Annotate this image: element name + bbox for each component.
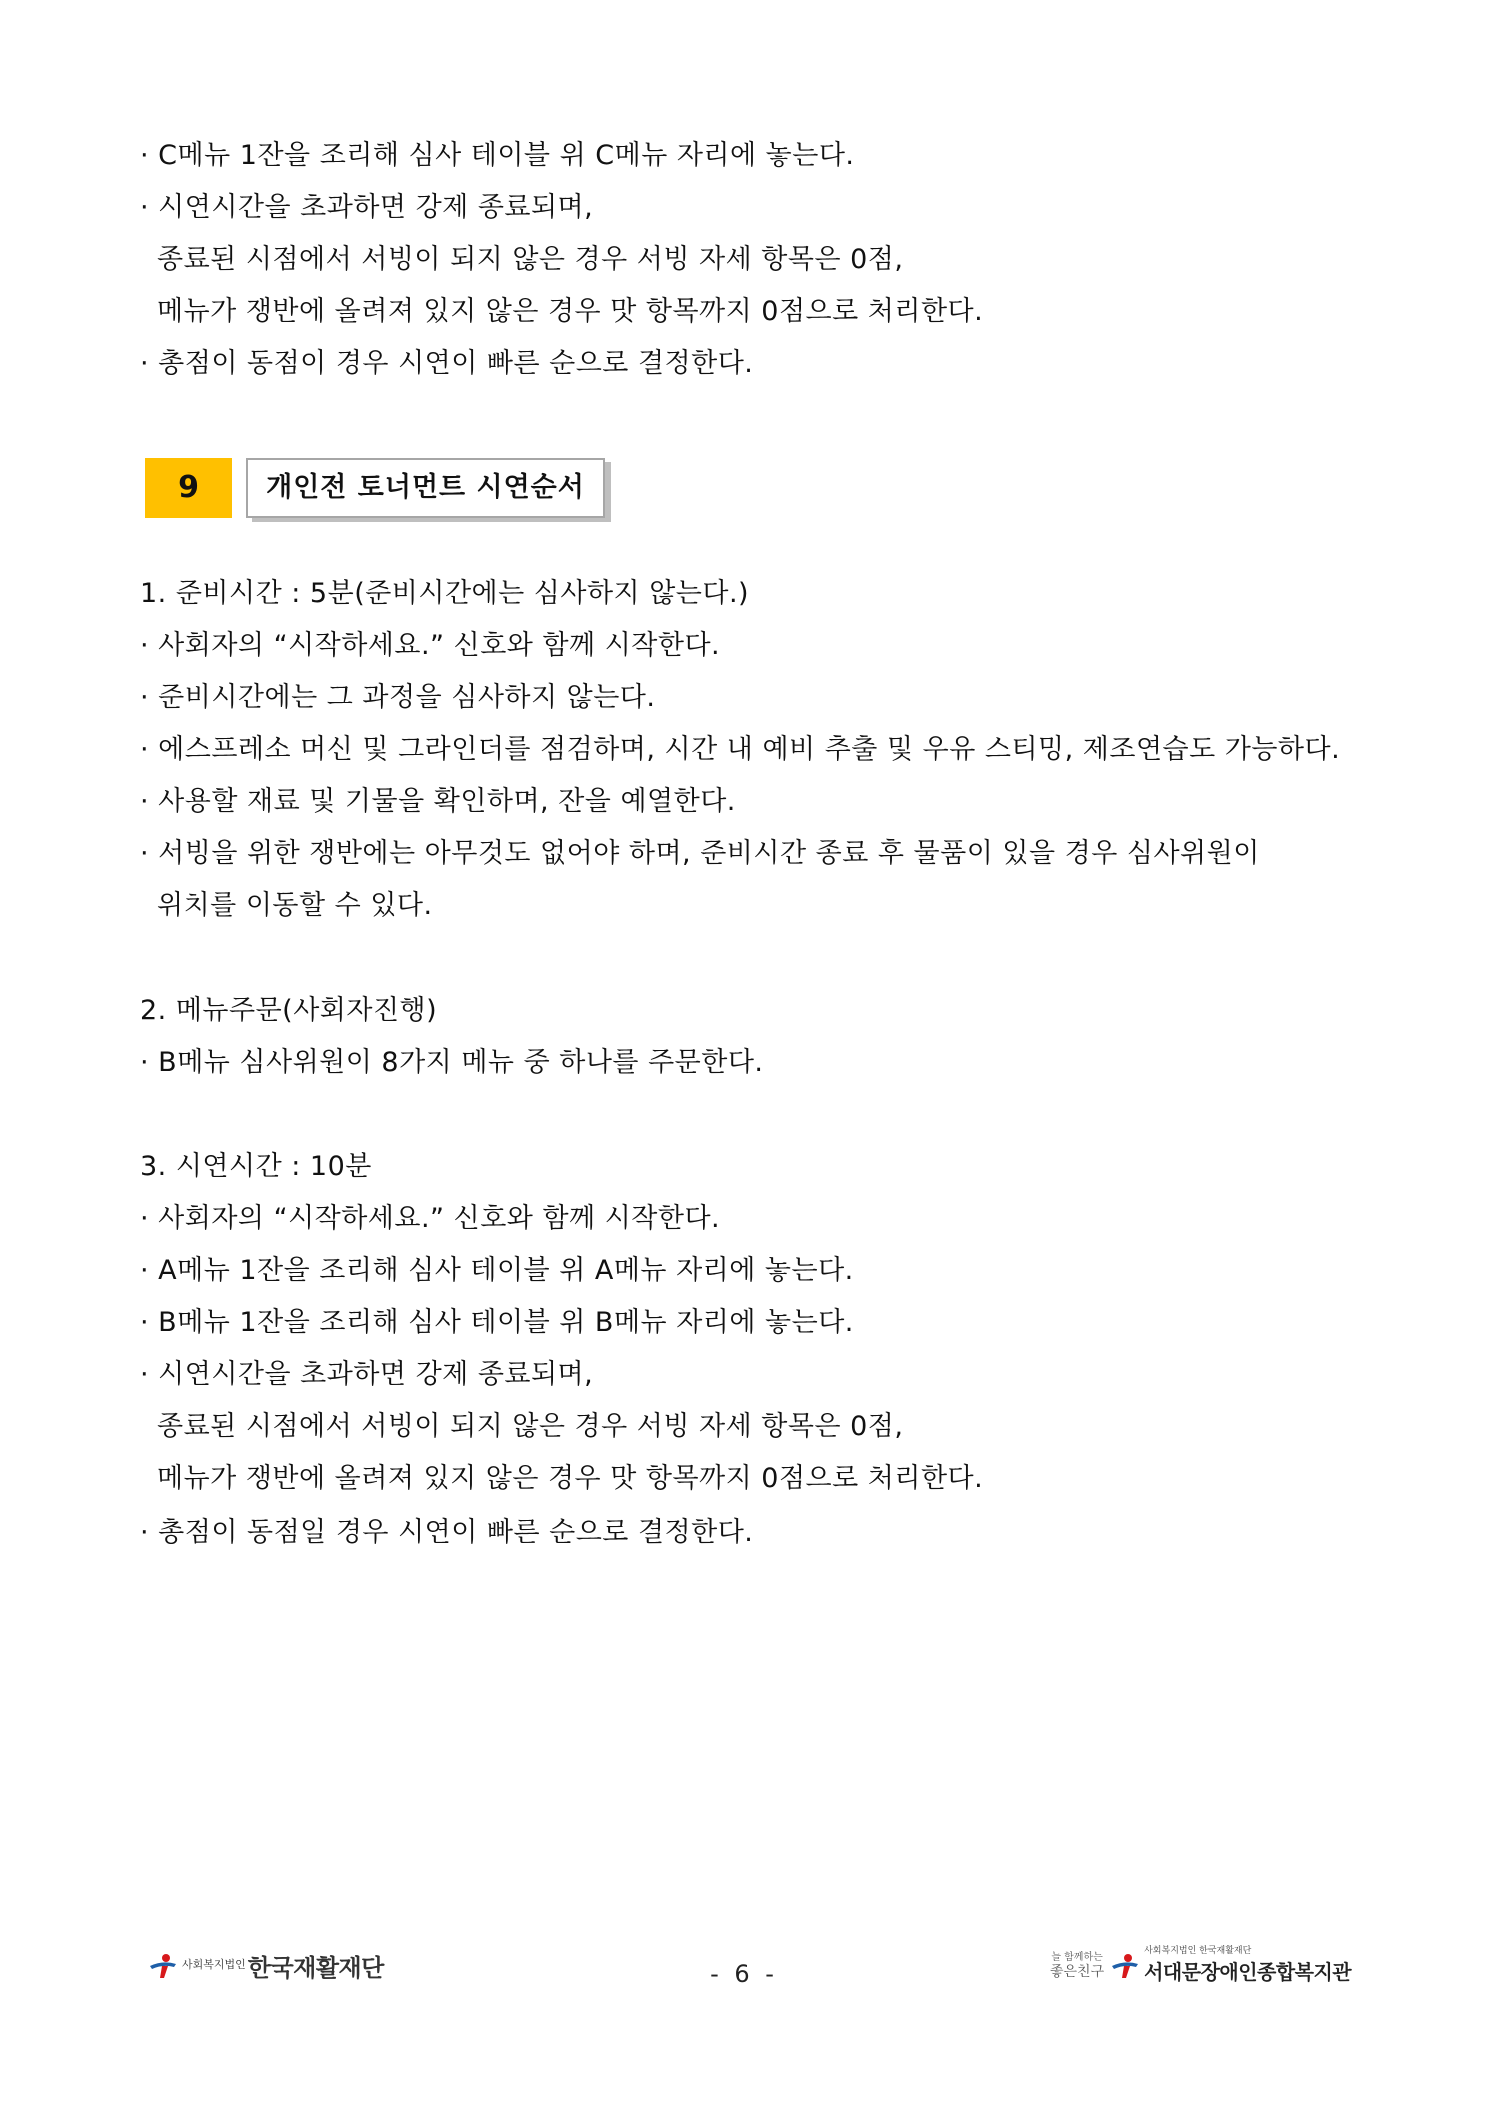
text-line: · 사회자의 “시작하세요.” 신호와 함께 시작한다. [140, 1203, 721, 1234]
part2-heading: 2. 메뉴주문(사회자진행) [140, 995, 438, 1026]
page-number: - 6 - [710, 1960, 778, 1988]
text-line: 종료된 시점에서 서빙이 되지 않은 경우 서빙 자세 항목은 0점, [157, 244, 904, 275]
slogan-bottom: 좋은친구 [1050, 1964, 1105, 1980]
text-line: 메뉴가 쟁반에 올려져 있지 않은 경우 맛 항목까지 0점으로 처리한다. [157, 1463, 984, 1494]
text-line: 종료된 시점에서 서빙이 되지 않은 경우 서빙 자세 항목은 0점, [157, 1411, 904, 1442]
part1-heading: 1. 준비시간 : 5분(준비시간에는 심사하지 않는다.) [140, 578, 750, 609]
footer-left-small-text: 사회복지법인 [182, 1958, 246, 1971]
footer-right-text [1144, 1946, 1351, 1985]
part3-heading: 3. 시연시간 : 10분 [140, 1151, 372, 1182]
text-line: · A메뉴 1잔을 조리해 심사 테이블 위 A메뉴 자리에 놓는다. [140, 1255, 854, 1286]
footer-right-slogan [1050, 1951, 1104, 1979]
footer-right-logo [1050, 1945, 1351, 1985]
text-line: · 서빙을 위한 쟁반에는 아무것도 없어야 하며, 준비시간 종료 후 물품이 있을 경우 심사위원이 [140, 838, 1260, 869]
text-line: · 에스프레소 머신 및 그라인더를 점검하며, 시간 내 예비 추출 및 우유 스티밍, 제조연습도 가능하다. [140, 734, 1341, 765]
text-line: · 사회자의 “시작하세요.” 신호와 함께 시작한다. [140, 630, 721, 661]
text-line: · 사용할 재료 및 기물을 확인하며, 잔을 예열한다. [140, 786, 736, 817]
text-line: · 총점이 동점이 경우 시연이 빠른 순으로 결정한다. [140, 348, 754, 379]
text-line: · 총점이 동점일 경우 시연이 빠른 순으로 결정한다. [140, 1517, 754, 1548]
section-title: 개인전 토너먼트 시연순서 [246, 458, 605, 518]
text-line: 위치를 이동할 수 있다. [157, 890, 433, 921]
footer-right-org-name: 서대문장애인종합복지관 [1144, 1959, 1352, 1984]
welfare-center-logo-icon [1110, 1950, 1140, 1980]
footer-right-small-text: 사회복지법인 한국재활재단 [1144, 1945, 1252, 1956]
text-line: · B메뉴 심사위원이 8가지 메뉴 중 하나를 주문한다. [140, 1047, 764, 1078]
text-line: · B메뉴 1잔을 조리해 심사 테이블 위 B메뉴 자리에 놓는다. [140, 1307, 854, 1338]
text-line: · C메뉴 1잔을 조리해 심사 테이블 위 C메뉴 자리에 놓는다. [140, 140, 855, 171]
footer-left-org-name: 한국재활재단 [247, 1953, 384, 1982]
slogan-top: 늘 함께하는 [1051, 1952, 1103, 1963]
text-line: · 시연시간을 초과하면 강제 종료되며, [140, 192, 594, 223]
text-line: · 시연시간을 초과하면 강제 종료되며, [140, 1359, 594, 1390]
section-number-badge: 9 [145, 458, 232, 518]
text-line: 메뉴가 쟁반에 올려져 있지 않은 경우 맛 항목까지 0점으로 처리한다. [157, 296, 984, 327]
text-line: · 준비시간에는 그 과정을 심사하지 않는다. [140, 682, 656, 713]
